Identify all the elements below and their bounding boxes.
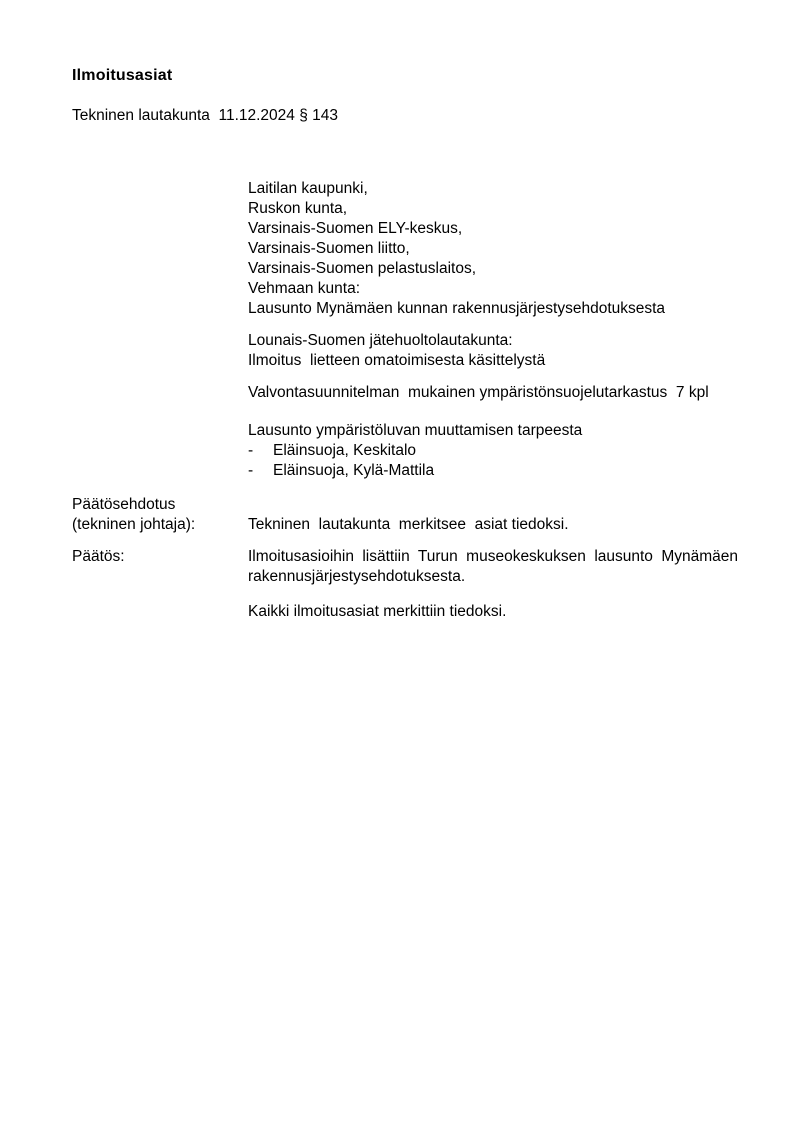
list-marker: - <box>248 462 254 479</box>
recipient-line: Laitilan kaupunki, <box>248 180 368 197</box>
decision-proposal-label-line2: (tekninen johtaja): <box>72 516 196 533</box>
notice-inspection-block <box>248 383 738 403</box>
recipient-line: Varsinais-Suomen ELY-keskus, <box>248 220 463 237</box>
document-title: Ilmoitusasiat <box>72 67 173 84</box>
decision-text-col <box>248 547 738 622</box>
recipient-line: Varsinais-Suomen liitto, <box>248 240 410 257</box>
decision-proposal-label-line1: Päätösehdotus <box>72 496 176 513</box>
recipient-line: Vehmaan kunta: <box>248 280 361 297</box>
decision-row <box>72 547 738 622</box>
list-item <box>248 461 738 481</box>
document-body <box>72 179 738 622</box>
inspection-line: Valvontasuunnitelman mukainen ympäristönsuojelutarkastus 7 kpl <box>248 384 709 401</box>
list-marker: - <box>248 442 254 459</box>
list-item <box>248 441 738 461</box>
committee-date-line: Tekninen lautakunta 11.12.2024 § 143 <box>72 107 339 124</box>
decision-proposal-text-col <box>248 495 738 535</box>
list-item-text: Eläinsuoja, Keskitalo <box>273 442 417 459</box>
notice-recipients-block <box>248 179 738 319</box>
recipient-line: Varsinais-Suomen pelastuslaitos, <box>248 260 477 277</box>
waste-board-line: Ilmoitus lietteen omatoimisesta käsittelystä <box>248 352 546 369</box>
statement-heading: Lausunto ympäristöluvan muuttamisen tarpeesta <box>248 422 583 439</box>
decision-label-col <box>72 547 248 567</box>
decision-paragraph-2: Kaikki ilmoitusasiat merkittiin tiedoksi. <box>248 603 507 620</box>
decision-label: Päätös: <box>72 548 125 565</box>
waste-board-line: Lounais-Suomen jätehuoltolautakunta: <box>248 332 513 349</box>
notice-subject-line: Lausunto Mynämäen kunnan rakennusjärjestysehdotuksesta <box>248 300 666 317</box>
notice-statement-block <box>248 421 738 481</box>
recipient-line: Ruskon kunta, <box>248 200 348 217</box>
decision-paragraph-1: Ilmoitusasioihin lisättiin Turun museokeskuksen lausunto Mynämäen rakennusjärjestysehdotuksesta. <box>248 548 738 585</box>
decision-proposal-row <box>72 495 738 535</box>
decision-proposal-label <box>72 495 248 535</box>
notice-waste-board-block <box>248 331 738 371</box>
list-item-text: Eläinsuoja, Kylä-Mattila <box>273 462 435 479</box>
decision-proposal-text: Tekninen lautakunta merkitsee asiat tiedoksi. <box>248 516 569 533</box>
